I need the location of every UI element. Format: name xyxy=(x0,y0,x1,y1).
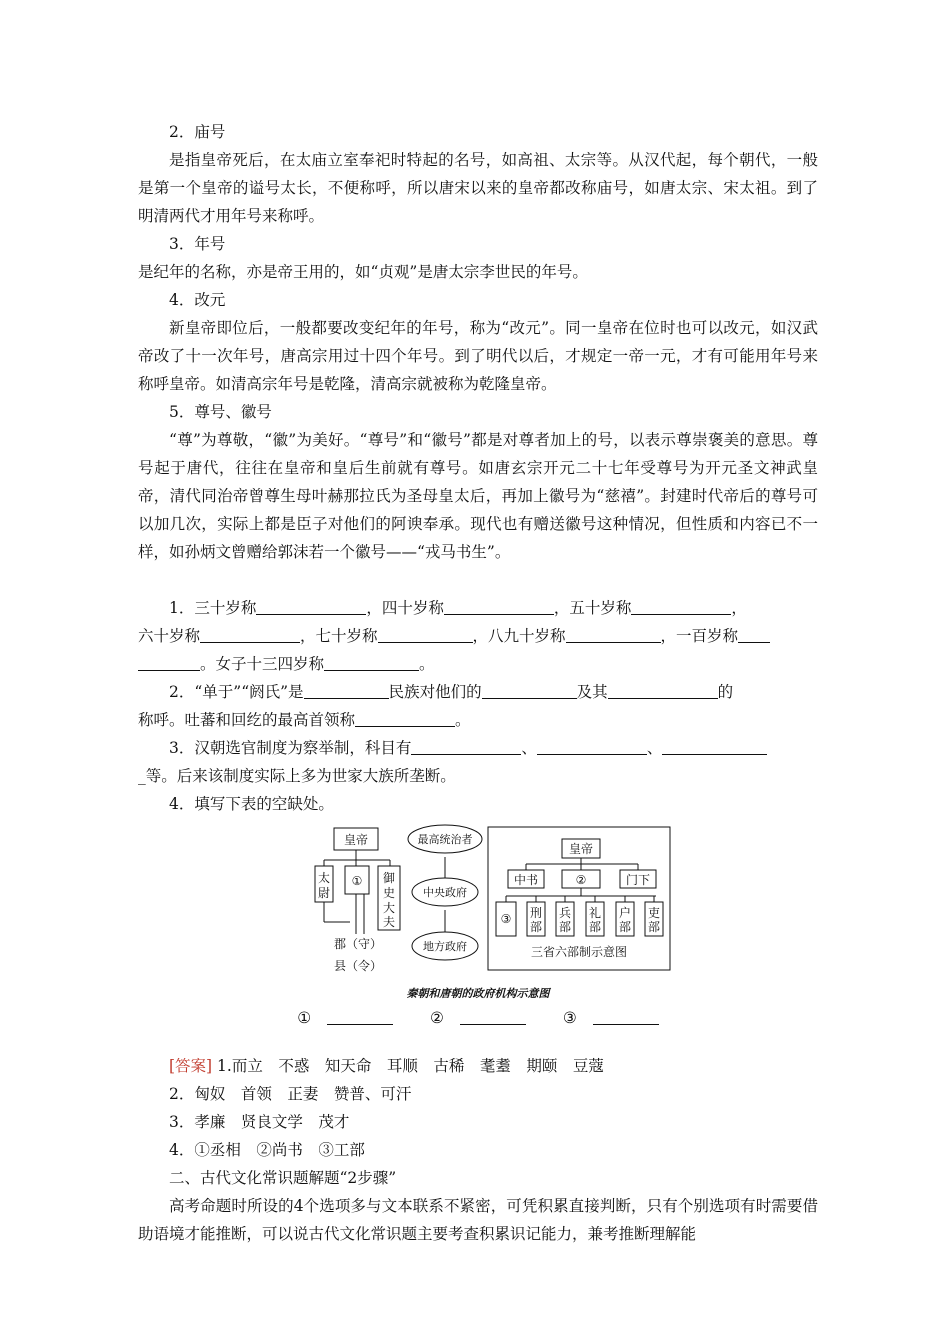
section-two-heading: 二、古代文化常识题解题“2步骤” xyxy=(169,1169,397,1187)
svg-text:礼: 礼 xyxy=(588,906,602,920)
answer-4: 4．①丞相 ②尚书 ③工部 xyxy=(169,1141,365,1159)
blank-field[interactable] xyxy=(200,624,300,643)
question-4: 4．填写下表的空缺处。 xyxy=(169,795,334,813)
question-1: 1．三十岁称 ，四十岁称 ，五十岁称 ， xyxy=(138,594,818,622)
label-blank-2: ② xyxy=(575,873,587,887)
label-xian: 县（令） xyxy=(333,959,383,973)
label-emperor-qin: 皇帝 xyxy=(343,833,369,847)
section-title-zunhao: 5．尊号、徽号 xyxy=(169,403,272,421)
section-title-miaohao: 2．庙号 xyxy=(169,123,226,141)
blank-field[interactable] xyxy=(738,624,770,643)
blank-field[interactable] xyxy=(327,1006,393,1025)
blank-field[interactable] xyxy=(662,736,767,755)
svg-text:部: 部 xyxy=(647,920,661,934)
figure-answer-blanks: ① ② ③ xyxy=(138,1004,818,1032)
answer-tag: [答案] xyxy=(169,1057,213,1075)
blank-field[interactable] xyxy=(138,652,200,671)
blank-field[interactable] xyxy=(566,624,661,643)
blank-field[interactable] xyxy=(460,1006,526,1025)
answer-3: 3．孝廉 贤良文学 茂才 xyxy=(169,1113,350,1131)
question-1-cont: 六十岁称 ，七十岁称 ，八九十岁称 ，一百岁称 xyxy=(138,622,818,650)
paragraph-gaiyuan: 新皇帝即位后，一般都要改变纪年的年号，称为“改元”。同一皇帝在位时也可以改元，如汉武帝改了十一次年号，唐高宗用过十四个年号。到了明代以后，才规定一帝一元，才有可能用年号来称呼皇帝。如清高宗年号是乾隆，清高宗就被称为乾隆皇帝。 xyxy=(138,319,818,393)
blank-field[interactable] xyxy=(378,624,473,643)
blank-field[interactable] xyxy=(593,1006,659,1025)
question-3-cont: _等。后来该制度实际上多为世家大族所垄断。 xyxy=(138,767,456,785)
label-jun: 郡（守） xyxy=(333,937,383,951)
label-blank-3: ③ xyxy=(500,912,512,926)
label-local-gov: 地方政府 xyxy=(423,940,467,953)
label-central-gov: 中央政府 xyxy=(423,886,467,899)
section-two-paragraph: 高考命题时所设的4个选项多与文本联系不紧密，可凭积累直接判断，只有个别选项有时需要借助语境才能推断，可以说古代文化常识题主要考查积累识记能力，兼考推断理解能 xyxy=(138,1197,818,1243)
blank-field[interactable] xyxy=(256,596,366,615)
paragraph-zunhao: “尊”为尊敬，“徽”为美好。“尊号”和“徽号”都是对尊者加上的号，以表示尊崇褒美的意思。尊号起于唐代，往往在皇帝和皇后生前就有尊号。如唐玄宗开元二十七年受尊号为开元圣文神武皇帝，清代同治帝曾尊生母叶赫那拉氏为圣母皇太后，再加上徽号为“慈禧”。封建时代帝后的尊号可以加几次，实际上都是臣子对他们的阿谀奉承。现代也有赠送徽号这种情况，但性质和内容已不一样，如孙炳文曾赠给郭沫若一个徽号——“戎马书生”。 xyxy=(138,431,818,561)
blank-field[interactable] xyxy=(444,596,554,615)
svg-text:部: 部 xyxy=(529,920,543,934)
svg-text:兵: 兵 xyxy=(558,906,572,920)
blank-field[interactable] xyxy=(631,596,731,615)
label-zhongshu: 中书 xyxy=(513,873,539,887)
question-3: 3．汉朝选官制度为察举制，科目有 、 、 xyxy=(138,734,818,762)
government-structure-figure xyxy=(138,822,818,1052)
blank-field[interactable] xyxy=(304,680,389,699)
paragraph-miaohao: 是指皇帝死后，在太庙立室奉祀时特起的名号，如高祖、太宗等。从汉代起，每个朝代，一般是第一个皇帝的谥号太长，不便称呼，所以唐宋以来的皇帝都改称庙号，如唐太宗、宋太祖。到了明清两代才用年号来称呼。 xyxy=(138,151,818,225)
svg-text:太: 太 xyxy=(317,871,331,885)
label-menxia: 门下 xyxy=(625,873,651,887)
figure-caption: 秦朝和唐朝的政府机构示意图 xyxy=(406,987,550,1000)
svg-text:御: 御 xyxy=(382,871,396,885)
label-blank-1: ① xyxy=(351,874,363,888)
blank-field[interactable] xyxy=(537,736,647,755)
label-emperor-tang: 皇帝 xyxy=(568,842,594,856)
svg-text:刑: 刑 xyxy=(529,906,543,920)
question-2: 2．“单于”“阏氏”是 民族对他们的 及其 的 xyxy=(138,678,818,706)
blank-field[interactable] xyxy=(608,680,718,699)
answer-1: [答案] 1.而立 不惑 知天命 耳顺 古稀 耄耋 期颐 豆蔻 xyxy=(169,1057,604,1075)
label-supreme-ruler: 最高统治者 xyxy=(417,833,473,846)
paragraph-nianhao: 是纪年的名称，亦是帝王用的，如“贞观”是唐太宗李世民的年号。 xyxy=(138,263,588,281)
svg-text:夫: 夫 xyxy=(382,915,396,929)
blank-field[interactable] xyxy=(324,652,419,671)
section-title-gaiyuan: 4．改元 xyxy=(169,291,226,309)
svg-text:史: 史 xyxy=(382,886,396,900)
label-three-departments: 三省六部制示意图 xyxy=(530,945,628,959)
svg-text:大: 大 xyxy=(382,901,396,915)
blank-field[interactable] xyxy=(411,736,521,755)
svg-text:部: 部 xyxy=(588,920,602,934)
question-1-end: 。女子十三四岁称 。 xyxy=(138,650,818,678)
blank-field[interactable] xyxy=(482,680,577,699)
svg-text:尉: 尉 xyxy=(317,886,331,900)
answer-2: 2．匈奴 首领 正妻 赞普、可汗 xyxy=(169,1085,412,1103)
diagram-svg xyxy=(138,822,818,982)
question-2-cont: 称呼。吐蕃和回纥的最高首领称 。 xyxy=(138,706,818,734)
svg-text:吏: 吏 xyxy=(647,906,661,920)
blank-field[interactable] xyxy=(355,708,455,727)
svg-text:部: 部 xyxy=(558,920,572,934)
svg-text:户: 户 xyxy=(618,906,632,920)
svg-text:部: 部 xyxy=(618,920,632,934)
section-title-nianhao: 3．年号 xyxy=(169,235,226,253)
document-page xyxy=(138,118,818,1248)
